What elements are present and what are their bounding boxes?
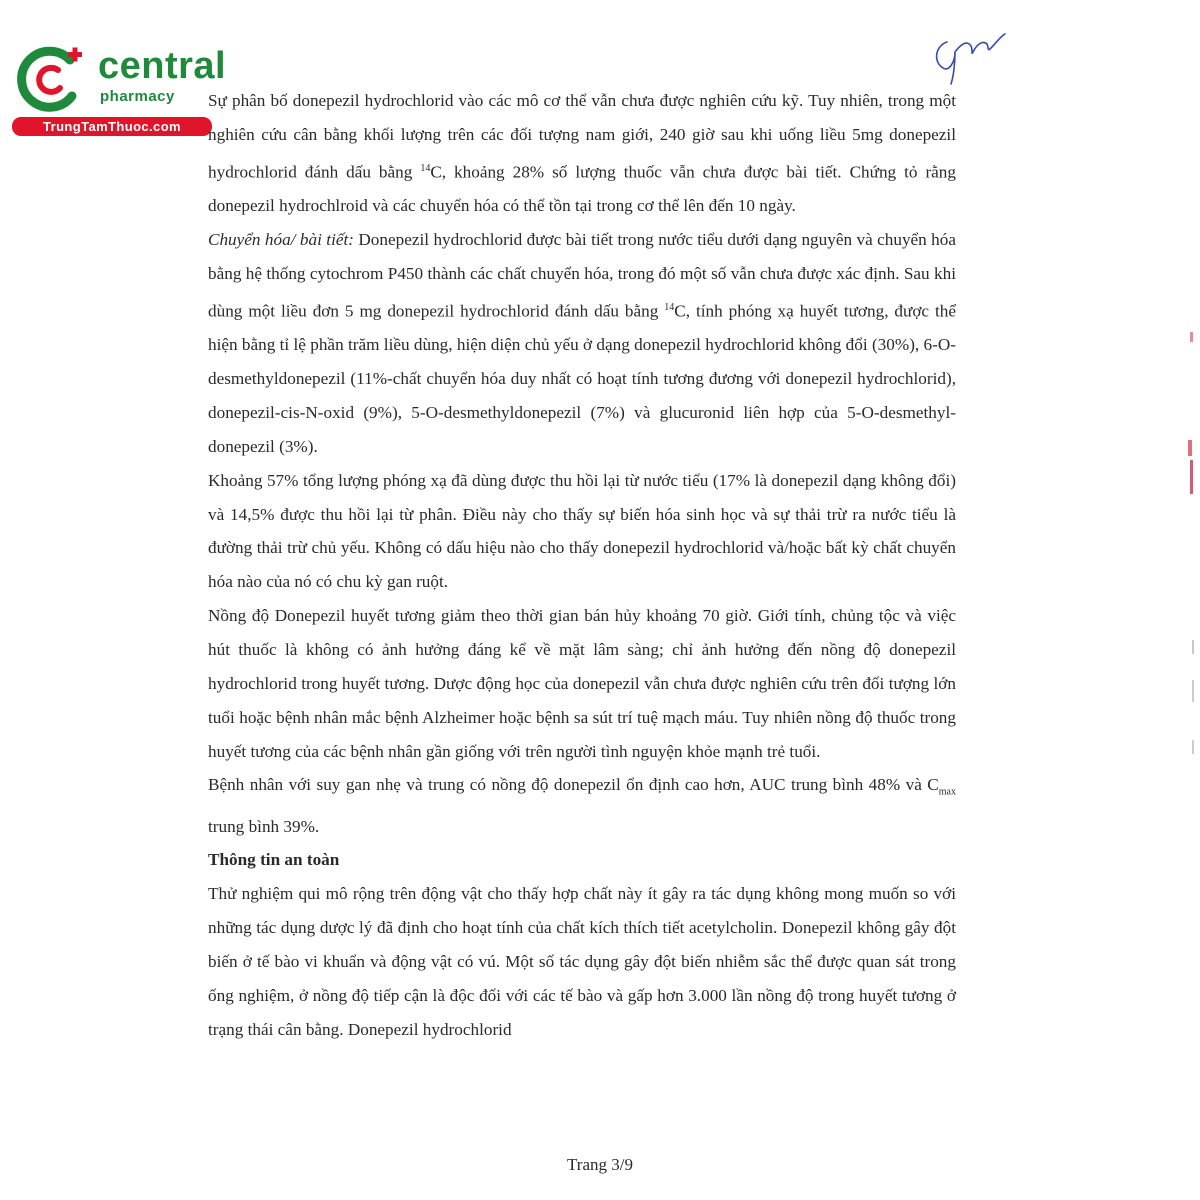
edge-marks — [1170, 320, 1200, 780]
paragraph-half-life: Nồng độ Donepezil huyết tương giảm theo thời gian bán hủy khoảng 70 giờ. Giới tính, chủng tộc và việc hút thuốc là không có ảnh hưởng đáng kể về mặt lâm sàng; chỉ ảnh hưởng đến nồng độ donepezil hydrochlorid trong huyết tương. Dược động học của donepezil vẫn chưa được nghiên cứu trên đối tượng lớn tuổi hoặc bệnh nhân mắc bệnh Alzheimer hoặc bệnh sa sút trí tuệ mạch máu. Tuy nhiên nồng độ thuốc trong huyết tương của các bệnh nhân gần giống với trên người tình nguyện khỏe mạnh trẻ tuổi. — [208, 606, 956, 761]
metabolism-label: Chuyển hóa/ bài tiết: — [208, 230, 354, 250]
paragraph-safety: Thử nghiệm qui mô rộng trên động vật cho thấy hợp chất này ít gây ra tác dụng không mong muốn so với những tác dụng dược lý đã định cho hoạt tính của chất kích thích tiết acetylcholin. Donepezil không gây đột biến ở tế bào vi khuẩn và động vật có vú. Một số tác dụng gây đột biến nhiễm sắc thể được quan sát trong ống nghiệm, ở nồng độ tiếp cận là độc đối với các tế bào và gấp hơn 3.000 lần nồng độ trong huyết tương ở trạng thái cân bằng. Donepezil hydrochlorid — [208, 884, 956, 1039]
paragraph-distribution: Sự phân bố donepezil hydrochlorid vào các mô cơ thể vẫn chưa được nghiên cứu kỹ. Tuy nhiên, trong một nghiên cứu cân bằng khối lượng trên các đối tượng nam giới, 240 giờ sau khi uống liều 5mg donepezil hydrochlorid đánh dấu bằng $^{14}$C, khoảng 28% số lượng thuốc vẫn chưa được bài tiết. Chứng tỏ rằng donepezil hydrochlroid và các chuyển hóa có thể tồn tại trong cơ thể lên đến 10 ngày. — [208, 91, 956, 216]
paragraph-metabolism: Chuyển hóa/ bài tiết: Donepezil hydrochlorid được bài tiết trong nước tiểu dưới dạng nguyên và chuyển hóa bằng hệ thống cytochrom P450 thành các chất chuyển hóa, trong đó một số vẫn chưa được xác định. Sau khi dùng một liều đơn 5 mg donepezil hydrochlorid đánh dấu bằng $^{14}$C, tính phóng xạ huyết tương, được thể hiện bằng tỉ lệ phần trăm liều dùng, hiện diện chủ yếu ở dạng donepezil hydrochlorid không đổi (30%), 6-O-desmethyldonepezil (11%-chất chuyển hóa duy nhất có hoạt tính tương đương với donepezil hydrochlorid), donepezil-cis-N-oxid (9%), 5-O-desmethyldonepezil (7%) và glucuronid liên hợp của 5-O-desmethyl-donepezil (3%). — [208, 230, 956, 456]
document-body — [208, 84, 956, 1047]
paragraph-excretion: Khoảng 57% tổng lượng phóng xạ đã dùng được thu hồi lại từ nước tiểu (17% là donepezil dạng không đổi) và 14,5% được thu hồi lại từ phân. Điều này cho thấy sự biến hóa sinh học và sự thải trừ ra nước tiểu là đường thải trừ chủ yếu. Không có dấu hiệu nào cho thấy donepezil hydrochlorid và/hoặc bất kỳ chất chuyển hóa nào của nó có chu kỳ gan ruột. — [208, 470, 956, 592]
logo-banner: TrungTamThuoc.com — [12, 117, 212, 136]
logo-c-icon — [10, 38, 90, 118]
signature-mark — [925, 22, 1010, 87]
paragraph-hepatic: Bệnh nhân với suy gan nhẹ và trung có nồng độ donepezil ổn định cao hơn, AUC trung bình 48% và $C_{max}$ trung bình 39%. — [208, 775, 956, 836]
pharmacy-logo — [10, 38, 227, 138]
logo-wordmark: central — [98, 45, 227, 87]
page-number: Trang 3/9 — [567, 1155, 633, 1174]
logo-subtitle: pharmacy — [100, 88, 175, 105]
section-heading-safety: Thông tin an toàn — [208, 850, 340, 870]
